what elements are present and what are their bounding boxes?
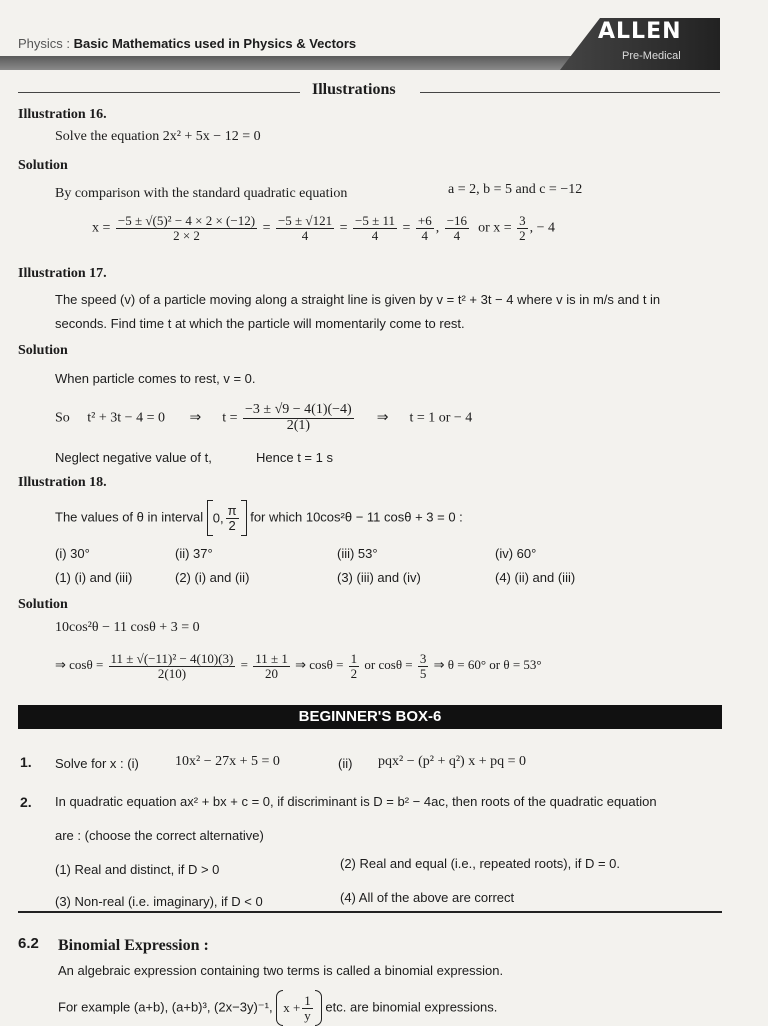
brand-logo: ALLEN [598,19,682,44]
header-subject: Physics [18,36,63,51]
bb-q1-text: Solve for x : (i) [55,756,139,771]
bb-q1-eq1: 10x² − 27x + 5 = 0 [175,754,280,769]
ill18-solution-label: Solution [18,597,68,612]
ill16-tail: , − 4 [529,220,556,236]
ill17-t-eq: t = [222,410,238,426]
ill17-question-l2: seconds. Find time t at which the particle will momentarily come to rest. [55,316,465,331]
bb-q2-opt-3: (3) Non-real (i.e. imaginary), if D < 0 [55,894,263,909]
ill16-frac-3: $\frac{-5 \pm 11}{4}$ [354,213,395,243]
bb-q2-opt-4: (4) All of the above are correct [340,890,515,905]
binomial-example-pre: For example (a+b), (a+b)³, (2x−3y)⁻¹, [58,999,273,1015]
binomial-example: For example (a+b), (a+b)³, (2x−3y)⁻¹, x + $\frac{1}{y}$ etc. are binomial expressions. [58,990,497,1026]
ill18-sol-mid: ⇒ cosθ = [295,657,344,673]
brand-sub: Pre-Medical [622,50,681,62]
bb-q1-ii: (ii) [338,756,353,771]
bb-q2-line1: In quadratic equation ax² + bx + c = 0, if discriminant is D = b² − 4ac, then roots of the quadratic equation [55,794,657,809]
ill18-choice-1: (1) (i) and (iii) [55,570,133,585]
ill16-label: Illustration 16. [18,107,107,122]
ill18-opt-1: (i) 30° [55,546,90,561]
section-title: Illustrations [312,81,396,98]
ill18-q-pre: The values of θ in interval [55,509,204,525]
bb-q2-line2: are : (choose the correct alternative) [55,828,264,843]
ill17-hence: Hence t = 1 s [256,450,333,465]
ill16-or: or x = [478,220,512,236]
binomial-definition: An algebraic expression containing two terms is called a binomial expression. [58,963,504,978]
ill17-result: t = 1 or − 4 [409,410,473,426]
ill18-sol-frac-2: $\frac{11 \pm 1}{20}$ [255,651,288,681]
ill18-sol-frac-1: $\frac{\text{11 ± √(−11)² − 4(10)(3)}}{2(10)}$ [110,651,234,681]
beginners-box-title: BEGINNER'S BOX-6 [18,705,722,729]
ill18-choice-2: (2) (i) and (ii) [175,570,250,585]
ill17-frac: $\frac{-3 \pm √9 - 4(1)(-4)}{2(1)}$ [245,402,352,433]
ill16-frac-1: $\frac{\text{−5 ± √(5)² − 4 × 2 × (−12)}}{2 \times 2}$ [117,213,256,243]
ill18-opt-4: (iv) 60° [495,546,537,561]
ill17-eq1: t² + 3t − 4 = 0 [87,410,165,426]
right-bracket [241,500,247,536]
binomial-example-post: etc. are binomial expressions. [325,999,498,1015]
title-rule-left [18,92,300,93]
ill18-q-post: for which 10cos²θ − 11 cosθ + 3 = 0 : [250,509,463,525]
ill16-coeffs: a = 2, b = 5 and c = −12 [448,182,583,197]
ill16-frac-5: $\frac{-16}{4}$ [446,213,468,243]
ill16-formula: x = $\frac{\text{−5 ± √(5)² − 4 × 2 × (−12)}}{2 \times 2}$ = $\frac{-5 \pm √121}{4}$ = $\frac{-5 \pm 11}{4}$ = $\frac{+6}{4}$ , $\frac{-16}{4}$ or x = $\frac{3}{2}$ , − 4 [92,213,556,243]
ill17-label: Illustration 17. [18,266,107,281]
binomial-ex-frac: $\frac{1}{y}$ [304,992,311,1023]
ill16-frac-4: $\frac{+6}{4}$ [417,213,432,243]
ill18-choice-4: (4) (ii) and (iii) [495,570,576,585]
ill18-sol-frac-4: $\frac{3}{5}$ [419,651,427,681]
ill18-sol-or: or cosθ = [364,657,413,673]
ill18-sol-line2: ⇒ cosθ = $\frac{\text{11 ± √(−11)² − 4(10)(3)}}{2(10)}$ = $\frac{11 \pm 1}{20}$ ⇒ cosθ = $\frac{1}{2}$ or cosθ = $\frac{3}{5}$ ⇒ θ = 60° or θ = 53° [55,651,542,681]
bb-q2-opt-2: (2) Real and equal (i.e., repeated roots), if D = 0. [340,856,621,871]
bb-q2-opt-1: (1) Real and distinct, if D > 0 [55,862,220,877]
ill17-question-l1: The speed (v) of a particle moving along a straight line is given by v = t² + 3t − 4 where v is in m/s and t in [55,292,661,307]
ill17-solution-label: Solution [18,343,68,358]
ill16-line1: By comparison with the standard quadratic equation [55,186,348,201]
bb-q1-eq2: pqx² − (p² + q²) x + pq = 0 [378,754,526,769]
ill18-sol-tail: ⇒ θ = 60° or θ = 53° [433,657,542,673]
right-paren [315,990,322,1026]
implies-arrow-2: ⇒ [376,410,389,426]
ill17-so: So [55,410,70,426]
bb-q2-number: 2. [20,794,32,810]
ill18-label: Illustration 18. [18,475,107,490]
bb-q1-number: 1. [20,754,32,770]
ill16-frac-2: $\frac{-5 \pm √121}{4}$ [277,213,333,243]
ill17-neglect: Neglect negative value of t, [55,450,212,465]
ill18-question: The values of θ in interval 0, $\frac{\pi}{2}$ for which 10cos²θ − 11 cosθ + 3 = 0 : [55,500,463,536]
ill16-question: Solve the equation 2x² + 5x − 12 = 0 [55,129,261,144]
title-rule-right [420,92,720,93]
ill16-frac-6: $\frac{3}{2}$ [519,213,526,243]
ill18-sol-pre: ⇒ cosθ = [55,657,104,673]
ill18-sol-line1: 10cos²θ − 11 cosθ + 3 = 0 [55,620,200,635]
ill16-solution-label: Solution [18,158,68,173]
header-chapter: Basic Mathematics used in Physics & Vectors [73,36,357,51]
header-breadcrumb: Physics : Basic Mathematics used in Physics & Vectors [18,36,357,51]
ill18-opt-2: (ii) 37° [175,546,213,561]
ill18-interval-frac: $\frac{\pi}{2}$ [227,502,237,533]
implies-arrow-1: ⇒ [189,410,202,426]
ill17-equation-row [55,403,472,433]
binomial-number: 6.2 [18,935,39,952]
box-bottom-rule [18,911,722,913]
binomial-title: Binomial Expression : [58,937,209,954]
ill16-x-eq: x = [92,220,111,236]
ill18-choice-3: (3) (iii) and (iv) [337,570,421,585]
ill17-line1: When particle comes to rest, v = 0. [55,371,256,386]
ill18-opt-3: (iii) 53° [337,546,378,561]
ill18-sol-frac-3: $\frac{1}{2}$ [350,651,358,681]
